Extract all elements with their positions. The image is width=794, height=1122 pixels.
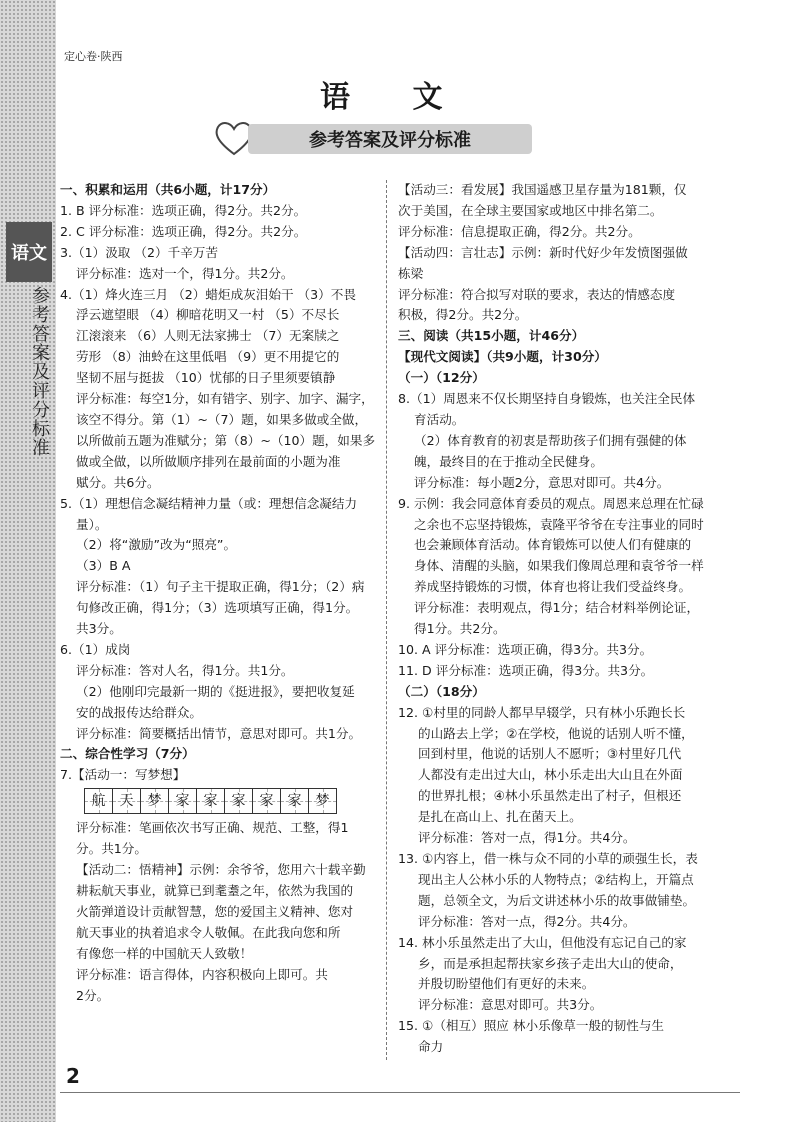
answer-line: 也会兼顾体育活动。体育锻炼可以使人们有健康的 xyxy=(414,537,692,553)
footer-rule xyxy=(60,1092,740,1093)
answer-line: 一、积累和运用（共6小题，计17分） xyxy=(60,182,276,197)
grid-char: 家 xyxy=(231,792,246,809)
answer-line: 句修改正确，得1分；（3）选项填写正确，得1分。 xyxy=(76,600,359,616)
answer-line: 【活动四：言壮志】示例：新时代好少年发愤图强做 xyxy=(398,244,688,260)
answer-line: 育活动。 xyxy=(414,411,465,427)
answer-line: 评分标准：信息提取正确，得2分。共2分。 xyxy=(398,223,641,239)
answer-line: 量）。 xyxy=(76,516,108,532)
series-label: 定心卷·陕西 xyxy=(64,50,123,63)
grid-char: 家 xyxy=(287,792,302,809)
grid-cell xyxy=(280,788,309,814)
side-tab-subject: 语文 xyxy=(6,222,52,282)
answer-line: 次于美国，在全球主要国家或地区中排名第二。 xyxy=(398,202,663,218)
answer-line: 8.（1）周恩来不仅长期坚持自身锻炼，也关注全民体 xyxy=(398,391,696,407)
answer-line: 栋梁 xyxy=(398,265,424,281)
answer-line: 4.（1）烽火连三月 （2）蜡炬成灰泪始干 （3）不畏 xyxy=(60,286,356,302)
answer-line: 1. B 评分标准：选项正确，得2分。共2分。 xyxy=(60,202,307,218)
answer-line: 共3分。 xyxy=(76,621,122,637)
answer-line: 积极，得2分。共2分。 xyxy=(398,307,528,323)
answer-line: 得1分。共2分。 xyxy=(414,621,506,637)
answer-line: 的山路去上学；②在学校，他说的话别人听不懂， xyxy=(418,725,694,741)
answer-line: 二、综合性学习（7分） xyxy=(60,746,195,762)
answer-line: （2）他刚印完最新一期的《挺进报》，要把收复延 xyxy=(76,683,355,699)
answer-line: 9. 示例：我会同意体育委员的观点。周恩来总理在忙碌 xyxy=(398,495,704,511)
left-column xyxy=(60,180,375,1006)
grid-char: 家 xyxy=(259,792,274,809)
answer-line: 10. A 评分标准：选项正确，得3分。共3分。 xyxy=(398,641,653,657)
grid-char: 梦 xyxy=(315,792,330,809)
answer-line: 2. C 评分标准：选项正确，得2分。共2分。 xyxy=(60,223,307,239)
page-title: 语 文 xyxy=(320,80,469,115)
column-divider xyxy=(386,180,387,1060)
answer-line: （二）（18分） xyxy=(398,683,485,699)
answer-line: 江滚滚来 （6）人则无法家拂士 （7）无案牍之 xyxy=(76,328,340,344)
grid-char: 家 xyxy=(203,792,218,809)
answer-line: 评分标准：（1）句子主干提取正确，得1分；（2）病 xyxy=(76,579,365,595)
answer-line: 安的战报传达给群众。 xyxy=(76,704,202,720)
answer-line: 坚韧不屈与挺拔 （10）忧郁的日子里须要镇静 xyxy=(76,370,336,386)
answer-line: 7.【活动一：写梦想】 xyxy=(60,767,186,783)
answer-line: 火箭弹道设计贡献智慧，您的爱国主义精神、您对 xyxy=(76,903,354,919)
answer-line: （3）B A xyxy=(76,558,131,574)
grid-cell xyxy=(84,788,113,814)
answer-line: 评分标准：答对一点，得1分。共4分。 xyxy=(418,830,636,846)
answer-line: 航天事业的执着追求令人敬佩。在此我向您和所 xyxy=(76,924,341,940)
answer-line: 13. ①内容上，借一株与众不同的小草的顽强生长，表 xyxy=(398,851,698,866)
answer-line: 身体、清醒的头脑，如果我们像周总理和袁爷爷一样 xyxy=(414,558,704,574)
answer-line: 乡，而是承担起帮扶家乡孩子走出大山的使命， xyxy=(418,955,683,971)
answer-line: 该空不得分。第（1）~（7）题，如果多做或全做， xyxy=(76,411,368,427)
answer-line: 评分标准：答对人名，得1分。共1分。 xyxy=(76,662,294,678)
grid-cell xyxy=(224,788,253,814)
answer-line: 赋分。共6分。 xyxy=(76,474,160,490)
answer-line: 现出主人公林小乐的人物特点；②结构上，开篇点 xyxy=(418,871,694,887)
right-column xyxy=(398,180,728,1058)
answer-line: 并殷切盼望他们有更好的未来。 xyxy=(418,976,595,992)
answer-line: 评分标准：语言得体，内容积极向上即可。共 xyxy=(76,966,328,982)
grid-char: 航 xyxy=(91,792,106,809)
side-tab xyxy=(6,222,52,602)
answer-line: 劳形 （8）油蛉在这里低唱 （9）更不用提它的 xyxy=(76,349,340,365)
answer-line: 6.（1）成岗 xyxy=(60,641,131,657)
answer-line: 【活动三：看发展】我国遥感卫星存量为181颗，仅 xyxy=(398,182,687,197)
grid-char: 天 xyxy=(119,792,134,809)
answer-line: 2分。 xyxy=(76,987,110,1003)
grid-cell xyxy=(168,788,197,814)
answer-line: 魄，最终目的在于推动全民健身。 xyxy=(414,453,603,469)
grid-char: 梦 xyxy=(147,792,162,809)
writing-grid xyxy=(84,788,375,814)
answer-line: 有像您一样的中国航天人致敬！ xyxy=(76,945,253,961)
answer-line: 5.（1）理想信念凝结精神力量（或：理想信念凝结力 xyxy=(60,495,358,511)
answer-line: 三、阅读（共15小题，计46分） xyxy=(398,328,585,344)
answer-line: 浮云遮望眼 （4）柳暗花明又一村 （5）不尽长 xyxy=(76,307,340,323)
answer-line: （2）体育教育的初衷是帮助孩子们拥有强健的体 xyxy=(414,432,687,448)
answer-line: （2）将“激励”改为“照亮”。 xyxy=(76,537,237,553)
answer-line: 题，总领全文，为后文讲述林小乐的故事做铺垫。 xyxy=(418,892,696,908)
answer-line: 评分标准：简要概括出情节，意思对即可。共1分。 xyxy=(76,725,362,741)
answer-line: 15. ①（相互）照应 林小乐像草一般的韧性与生 xyxy=(398,1018,665,1034)
answer-line: 分。共1分。 xyxy=(76,841,147,857)
answer-line: 12. ①村里的同龄人都早早辍学，只有林小乐跑长长 xyxy=(398,704,686,720)
grid-cell xyxy=(140,788,169,814)
answer-line: 是扎在高山上、扎在菌天上。 xyxy=(418,809,582,825)
answer-line: 11. D 评分标准：选项正确，得3分。共3分。 xyxy=(398,662,654,678)
grid-cell xyxy=(112,788,141,814)
answer-line: 评分标准：选对一个，得1分。共2分。 xyxy=(76,265,294,281)
answer-line: 【现代文阅读】（共9小题，计30分） xyxy=(398,349,607,365)
grid-cell xyxy=(196,788,225,814)
answer-line: 评分标准：表明观点，得1分；结合材料举例论证， xyxy=(414,600,700,616)
answer-line: 的世界扎根；④林小乐虽然走出了村子，但根还 xyxy=(418,788,682,804)
grid-cell xyxy=(252,788,281,814)
answer-line: 耕耘航天事业，就算已到耄耋之年，依然为我国的 xyxy=(76,883,354,898)
answer-line: 评分标准：笔画依次书写正确、规范、工整，得1 xyxy=(76,820,349,836)
answer-line: 以所做前五题为准赋分；第（8）~（10）题，如果多 xyxy=(76,432,375,448)
answer-line: （一）（12分） xyxy=(398,370,485,386)
grid-cell xyxy=(308,788,337,814)
answer-line: 回到村里，他说的话别人不愿听；③村里好几代 xyxy=(418,746,682,762)
answer-line: 评分标准：每小题2分，意思对即可。共4分。 xyxy=(414,474,670,490)
answer-line: 评分标准：符合拟写对联的要求，表达的情感态度 xyxy=(398,286,676,302)
answer-line: 评分标准：意思对即可。共3分。 xyxy=(418,997,603,1013)
answer-line: 评分标准：答对一点，得2分。共4分。 xyxy=(418,913,636,929)
answer-line: 评分标准：每空1分，如有错字、别字、加字、漏字， xyxy=(76,391,374,407)
answer-line: 做或全做，以所做顺序排列在最前面的小题为准 xyxy=(76,453,341,469)
answer-line: 【活动二：悟精神】示例：余爷爷，您用六十载辛勤 xyxy=(76,862,366,878)
answer-line: 人都没有走出过大山，林小乐走出大山且在外面 xyxy=(418,767,683,783)
answer-line: 养成坚持锻炼的习惯，体育也将让我们受益终身。 xyxy=(414,579,692,595)
answer-line: 命力 xyxy=(418,1039,444,1055)
banner-title: 参考答案及评分标准 xyxy=(248,124,532,154)
answer-line: 3.（1）汲取 （2）千辛万苦 xyxy=(60,244,218,260)
page-number: 2 xyxy=(66,1064,80,1088)
grid-char: 家 xyxy=(175,792,190,809)
answer-banner xyxy=(212,118,532,158)
side-tab-label: 参考答案及评分标准 xyxy=(29,286,50,457)
answer-line: 14. 林小乐虽然走出了大山，但他没有忘记自己的家 xyxy=(398,934,687,950)
answer-line: 之余也不忘坚持锻炼，袁隆平爷爷在专注事业的同时 xyxy=(414,516,704,532)
